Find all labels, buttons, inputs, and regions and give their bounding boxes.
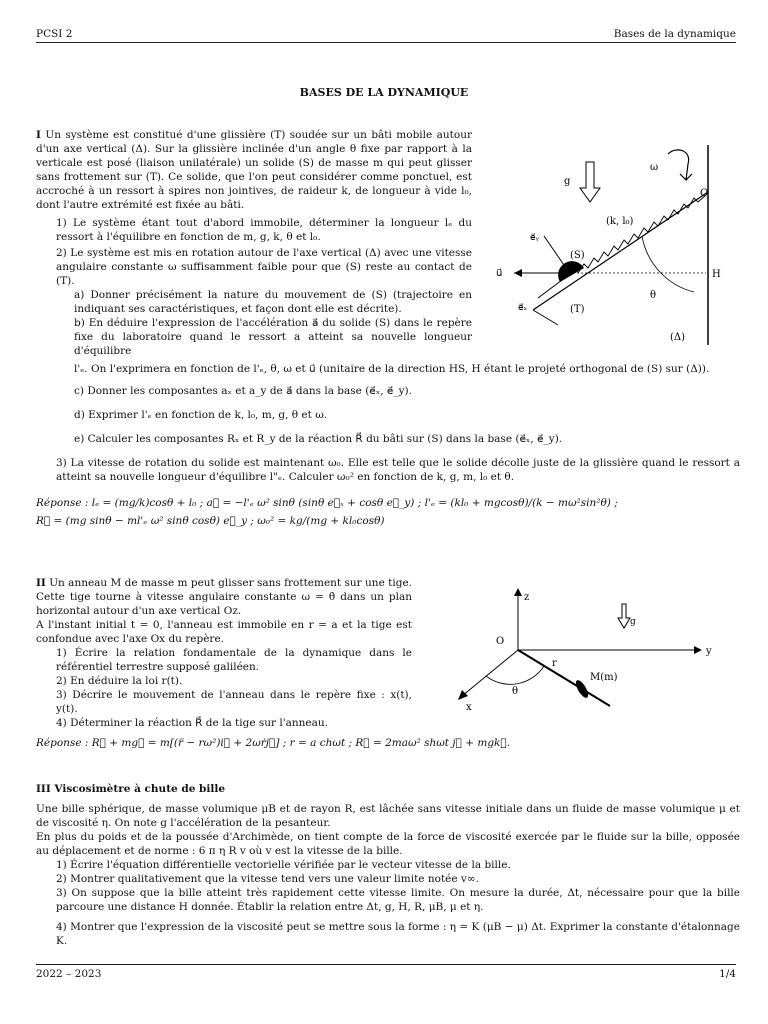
spring [578, 195, 706, 273]
footer-page: 1/4 [719, 968, 736, 980]
x-axis [462, 650, 518, 696]
label-O: O [700, 188, 709, 199]
gravity-arrow [580, 162, 600, 202]
figure-1 [488, 140, 738, 350]
gravity-arrow-2 [618, 604, 630, 628]
label-r: r [552, 658, 557, 669]
slide-rail [533, 192, 708, 310]
ex1-q3: 3) La vitesse de rotation du solide est maintenant ω₀. Elle est telle que le solide décolle juste de la glissière quand le ressort a atteint sa nouvelle longueur d'équilibre l"ₑ. Calculer ω₀² en fonction de k, g, m, l₀ et θ. [56, 457, 740, 483]
ex-arrow [538, 280, 562, 298]
label-k-l0: (k, l₀) [606, 216, 634, 227]
ex1-q2a: a) Donner précisément la nature du mouvement de (S) (trajectoire en indiquant ses caractéristiques, et façon dont elle est décrite). [74, 289, 472, 315]
ex1-q2: 2) Le système est mis en rotation autour de l'axe vertical (Δ) avec une vitesse angulaire constante ω suffisamment faible pour que (S) reste au contact de (T). [56, 247, 472, 287]
label-u: u⃗ [496, 268, 503, 279]
exercise-1-number: I [36, 129, 41, 141]
omega-arrow [668, 150, 692, 180]
label-x: x [466, 702, 472, 713]
ex1-q2b-cont: l'ₑ. On l'exprimera en fonction de l'ₑ, θ, ω et u⃗ (unitaire de la direction HS, H étant le projeté orthogonal de (S) sur (Δ)). [74, 363, 710, 375]
header-rule [36, 42, 736, 43]
ex3-q2: 2) Montrer qualitativement que la vitesse tend vers une valeur limite notée v∞. [56, 873, 479, 885]
ex2-q4: 4) Déterminer la réaction R⃗ de la tige sur l'anneau. [56, 717, 329, 729]
exercise-2 [36, 576, 412, 730]
exercise-2-intro-2: A l'instant initial t = 0, l'anneau est immobile en r = a et la tige est confondue avec l'axe Ox du repère. [36, 619, 412, 645]
exercise-1-continued [36, 362, 740, 528]
y-arrow-head [694, 646, 702, 654]
ex2-answer-label: Réponse : [36, 737, 89, 749]
exercise-2-number: II [36, 577, 46, 589]
ex2-q2: 2) En déduire la loi r(t). [56, 675, 183, 687]
header-chapter: Bases de la dynamique [613, 28, 736, 40]
u-arrow-head [514, 269, 522, 277]
exercise-3-number: III [36, 783, 51, 795]
label-delta: (Δ) [670, 332, 686, 343]
ex3-p2: En plus du poids et de la poussée d'Archimède, on tient compte de la force de viscosité exercée par le fluide sur la bille, opposée au déplacement et de norme : 6 π η R v où v est la vitesse de la bille. [36, 831, 740, 857]
ex2-answer-text: R⃗ + mg⃗ = m[(r̈ − rω²)i⃗ + 2ωṙj⃗] ; r = a chωt ; R⃗ = 2maω² shωt j⃗ + mgk⃗. [91, 737, 511, 749]
ex1-q2b: b) En déduire l'expression de l'accélération a⃗ du solide (S) dans le repère fixe du laboratoire quand le ressort a atteint sa nouvelle longueur d'équilibre [74, 317, 472, 357]
slide-base [533, 310, 558, 325]
ex1-answer-1-text: lₑ = (mg/k)cosθ + l₀ ; a⃗ = −l'ₑ ω² sinθ (sinθ e⃗ₓ + cosθ e⃗_y) ; l'ₑ = (kl₀ + mgcosθ)/(k − mω²sin²θ) ; [91, 497, 618, 509]
label-g: g [564, 176, 571, 187]
label-T: (T) [570, 304, 585, 315]
label-ex: e⃗ₓ [518, 303, 528, 313]
label-z: z [524, 592, 530, 603]
ring-m [574, 678, 591, 699]
exercise-1-intro: Un système est constitué d'une glissière (T) soudée sur un bâti mobile autour d'un axe vertical (Δ). Sur la glissière inclinée d'un angle θ fixe par rapport à la verticale est posé (liaison unilatérale) un solide (S) de masse m qui peut glisser sans frottement sur (T). Ce solide, que l'on peut considérer comme ponctuel, est accroché à un ressort à spires non jointives, de raideur k, de longueur à vide l₀, dont l'autre extrémité est fixée au bâti. [36, 129, 472, 211]
ex1-answer-2: R⃗ = (mg sinθ − ml'ₑ ω² sinθ cosθ) e⃗_y ; ω₀² = kg/(mg + kl₀cosθ) [36, 515, 385, 527]
footer-year: 2022 – 2023 [36, 968, 102, 980]
z-arrow-head [514, 588, 522, 596]
ey-arrow [544, 236, 566, 268]
exercise-1 [36, 128, 472, 358]
x-arrow-head [458, 690, 468, 700]
header-course: PCSI 2 [36, 28, 73, 40]
ex3-q1: 1) Écrire l'équation différentielle vectorielle vérifiée par le vecteur vitesse de la bille. [56, 859, 511, 871]
label-O2: O [496, 636, 505, 647]
label-S: (S) [570, 250, 585, 261]
ex2-q1: 1) Écrire la relation fondamentale de la dynamique dans le référentiel terrestre supposé galiléen. [56, 647, 412, 673]
label-M: M(m) [590, 672, 618, 683]
exercise-3 [36, 782, 740, 948]
ex1-q1: 1) Le système étant tout d'abord immobile, déterminer la longueur lₑ du ressort à l'équilibre en fonction de m, g, k, θ et l₀. [56, 217, 472, 243]
label-theta2: θ [512, 686, 519, 697]
page-title: BASES DE LA DYNAMIQUE [299, 86, 469, 99]
ex3-p1: Une bille sphérique, de masse volumique μB et de rayon R, est lâchée sans vitesse initiale dans un fluide de masse volumique μ et de viscosité η. On note g l'accélération de la pesanteur. [36, 803, 740, 829]
ex1-answer-1 [36, 496, 740, 510]
label-g2: g [630, 617, 636, 627]
ex2-answer [36, 736, 740, 750]
footer-rule [36, 964, 736, 965]
label-ey: e⃗ᵧ [530, 233, 539, 243]
label-y: y [706, 646, 712, 657]
ex3-q4: 4) Montrer que l'expression de la viscosité peut se mettre sous la forme : η = K (μB − μ) Δt. Exprimer la constante d'étalonnage K. [56, 921, 740, 947]
ex1-answer-label: Réponse : [36, 497, 89, 509]
label-omega: ω [650, 162, 659, 173]
ex2-q3: 3) Décrire le mouvement de l'anneau dans le repère fixe : x(t), y(t). [56, 689, 412, 715]
ex1-q2d: d) Exprimer l'ₑ en fonction de k, l₀, m, g, θ et ω. [74, 409, 328, 421]
ex1-q2e: e) Calculer les composantes Rₓ et R_y de la réaction R⃗ du bâti sur (S) dans la base (e⃗ₓ, e⃗_y). [74, 433, 563, 445]
label-H: H [712, 269, 721, 280]
theta-arc [642, 236, 694, 292]
exercise-2-intro: Un anneau M de masse m peut glisser sans frottement sur une tige. Cette tige tourne à vitesse angulaire constante ω = θ̇ dans un plan horizontal autour d'un axe vertical Oz. [36, 577, 412, 617]
ex1-q2c: c) Donner les composantes aₓ et a_y de a⃗ dans la base (e⃗ₓ, e⃗_y). [74, 385, 412, 397]
ex3-q3: 3) On suppose que la bille atteint très rapidement cette vitesse limite. On mesure la durée, Δt, nécessaire pour que la bille parcoure une distance H donnée. Établir la relation entre Δt, g, H, R, μB, μ et η. [56, 887, 740, 913]
exercise-3-title: Viscosimètre à chute de bille [54, 783, 226, 795]
label-theta: θ [650, 290, 657, 301]
figure-2 [440, 582, 740, 722]
